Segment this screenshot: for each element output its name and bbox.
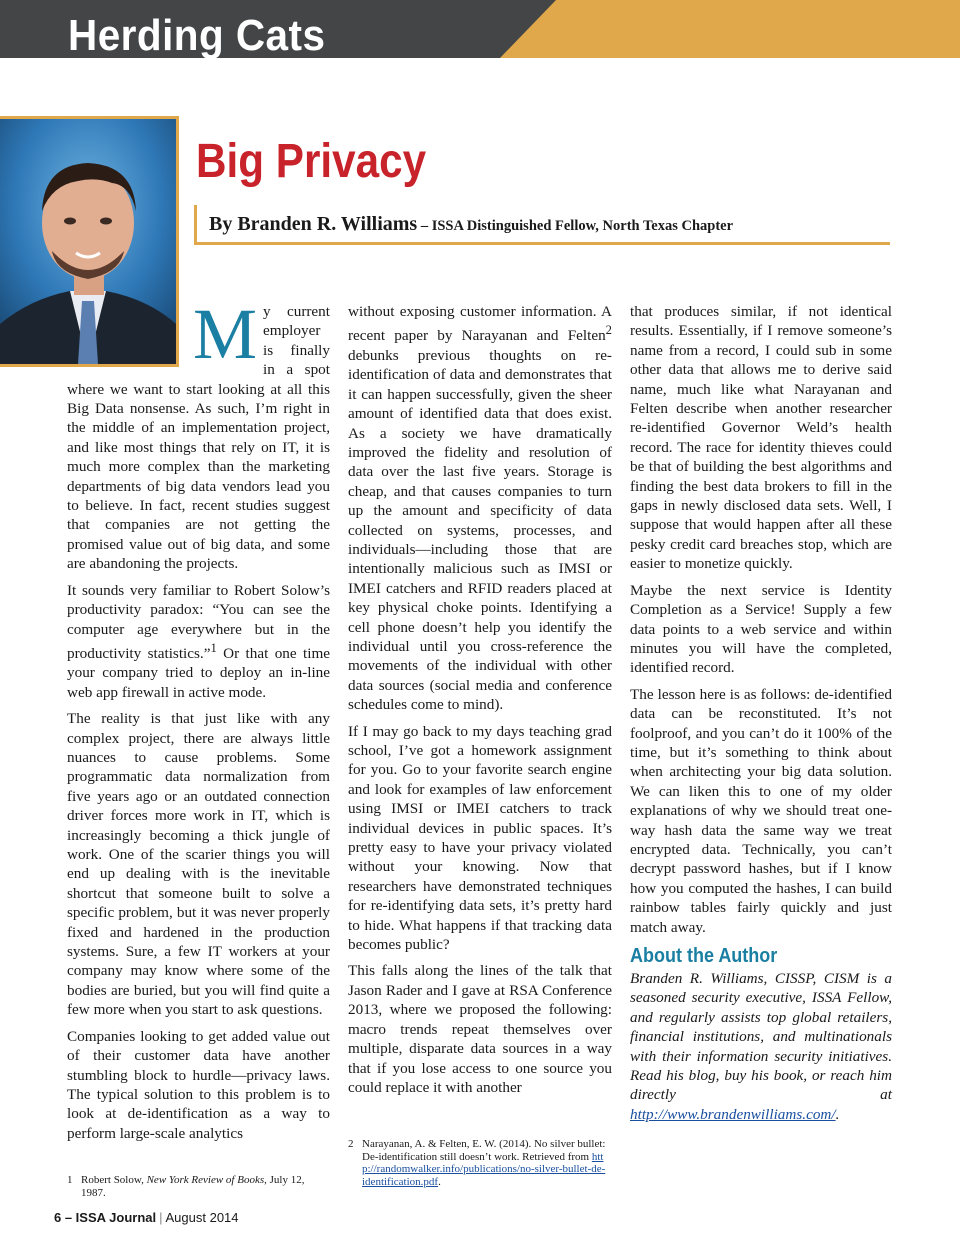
page-footer [54, 1210, 239, 1225]
about-author-heading: About the Author [630, 945, 778, 967]
footnote-ref: 1 [210, 640, 217, 655]
paragraph-text: It sounds very familiar to Robert Solow’s productivity paradox: “You can see the computer age everywhere but in the productivity statistics.” [67, 581, 330, 662]
article-title: Big Privacy [196, 135, 427, 188]
author-website-link[interactable]: http://www.brandenwilliams.com/ [630, 1105, 836, 1123]
article-column-1 [67, 294, 330, 1150]
footnote-body [362, 1138, 608, 1188]
article-column-2 [348, 302, 612, 1104]
paragraph [67, 581, 330, 703]
paragraph-text: y current employer is finally in a spot where we want to start looking at all this Big Data nonsense. As such, I’m right in the middle of an implementation project, and like most things that rely on IT, it is much more complex than the marketing departments of big data vendors lead you to believe. In fact, recent studies suggest that companies are not getting the promised value out of big data, and some are abandoning the projects. [67, 303, 330, 573]
about-author-end: . [835, 1105, 840, 1123]
paragraph: that produces similar, if not identical results. Essentially, if I remove someone’s name from a record, I could sub in some other data that allows me to derive said name, much like what Narayanan and Felten describe when another researcher re-identified Governor Weld’s health record. The race for identity thieves could be that of building the best algorithms and finding the best data brokers to fill in the gaps in newly disclosed data sets. Well, I suppose that would happen after all these pesky credit card breaches stop, which are easier to monetize quickly. [630, 303, 892, 573]
about-author-body: Branden R. Williams, CISSP, CISM is a seasoned security executive, ISSA Fellow, and regularly assists top global retailers, financial institutions, and multinationals with their information security initiatives. Read his blog, buy his book, or reach him directly at [630, 970, 892, 1104]
footer-separator: | [159, 1210, 163, 1225]
section-title: Herding Cats [68, 11, 326, 58]
footnote-text: , July 12, 1987. [81, 1174, 305, 1199]
footnote-text: . [438, 1175, 441, 1188]
section-banner [0, 0, 960, 58]
footnote-number: 2 [348, 1138, 354, 1150]
footnote-ref: 2 [605, 323, 612, 338]
paragraph-text: Or that one time your company tried to deploy an in-line web app firewall in active mode. [67, 644, 330, 701]
footer-date: August 2014 [165, 1210, 239, 1225]
byline [194, 205, 890, 245]
author-name: By Branden R. Williams [209, 213, 418, 235]
paragraph: Companies looking to get added value out of their customer data have another stumbling block to hurdle—privacy laws. The typical solution to this problem is to look at de-identification as a way to perform large-scale analytics [67, 1027, 330, 1142]
footnote-text: Narayanan, A. & Felten, E. W. (2014). No silver bullet: De-identification still doesn’t work. Retrieved from [362, 1138, 606, 1163]
paragraph: This falls along the lines of the talk that Jason Rader and I gave at RSA Conference 2013, where we proposed the following: macro trends repeat themselves over multiple, disparate data sources in a way that if you lose access to one source you could replace it with another [348, 962, 612, 1096]
footer-page-number: 6 – ISSA Journal [54, 1210, 157, 1225]
footnote-text: Robert Solow, [81, 1174, 147, 1186]
footnote-2 [348, 1138, 610, 1188]
author-affiliation: – ISSA Distinguished Fellow, North Texas Chapter [417, 218, 734, 234]
paragraph: The reality is that just like with any complex project, there are always little nuances to cause problems. Some programmatic data normalization from five years ago or an outdated connection driver forces more work in IT, which is increasingly becoming a thick jungle of work. One of the scarier things you will end up dealing with is the inevitable shortcut that someone built to solve a specific problem, but it was never properly fixed and hardened in the production systems. Sure, a few IT workers at your company may know where some of the bodies are buried, but you will find quite a few more when you start to ask questions. [67, 710, 330, 1019]
article-column-3 [630, 302, 892, 1131]
paragraph: Maybe the next service is Identity Completion as a Service! Supply a few data points to a web service and within minutes you will have the completed, identified record. [630, 581, 892, 677]
paragraph [67, 294, 330, 574]
footnote-body [81, 1174, 327, 1199]
paragraph-text: debunks previous thoughts on re-identification of data and demonstrates that it can happen successfully, given the sheer amount of identified data that does exist. As a society we have dramatically improved the fidelity and resolution of data over the last five years. Storage is cheap, and that causes companies to turn up the amount and specificity of data collected on systems, processes, and individuals—including those that are intentionally malicious such as IMSI or IMEI catchers and RFID readers placed at key physical choke points. Identifying a cell phone doesn’t help you identify the individual until you cross-reference the movements of the individual with other data sources (social media and conference schedules come to mind). [348, 346, 612, 714]
paragraph: If I may go back to my days teaching grad school, I’ve got a homework assignment for you. Go to your favorite search engine and look for examples of law enforcement using IMSI or IMEI catchers to track individual devices in public spaces. It’s pretty easy to have your privacy violated without your knowing. Now that researchers have demonstrated techniques for re-identifying data sets, it’s pretty hard to hide. What happens if that tracking data becomes public? [348, 722, 612, 954]
footnote-number: 1 [67, 1174, 73, 1186]
paragraph-text: without exposing customer information. A recent paper by Narayanan and Felten [348, 303, 612, 345]
about-author-text [630, 969, 892, 1124]
paragraph: The lesson here is as follows: de-identified data can be reconstituted. It’s not foolproof, and you can’t do it 100% of the time, but it’s something to think about when architecting your big data solution. We can liken this to one of my older explanations of why we should treat one-way hash data the same way we treat encrypted data. Technically, you can’t decrypt password hashes, but if I know how you computed the hashes, I can build rainbow tables fairly quickly and just match away. [630, 685, 892, 936]
drop-cap: M [193, 294, 258, 374]
paragraph [348, 302, 612, 715]
footnote-link[interactable]: http://randomwalker.info/publications/no-silver-bullet-de-identification.pdf [362, 1150, 606, 1188]
footnote-source: New York Review of Books [146, 1174, 265, 1186]
footnote-1 [67, 1174, 337, 1199]
